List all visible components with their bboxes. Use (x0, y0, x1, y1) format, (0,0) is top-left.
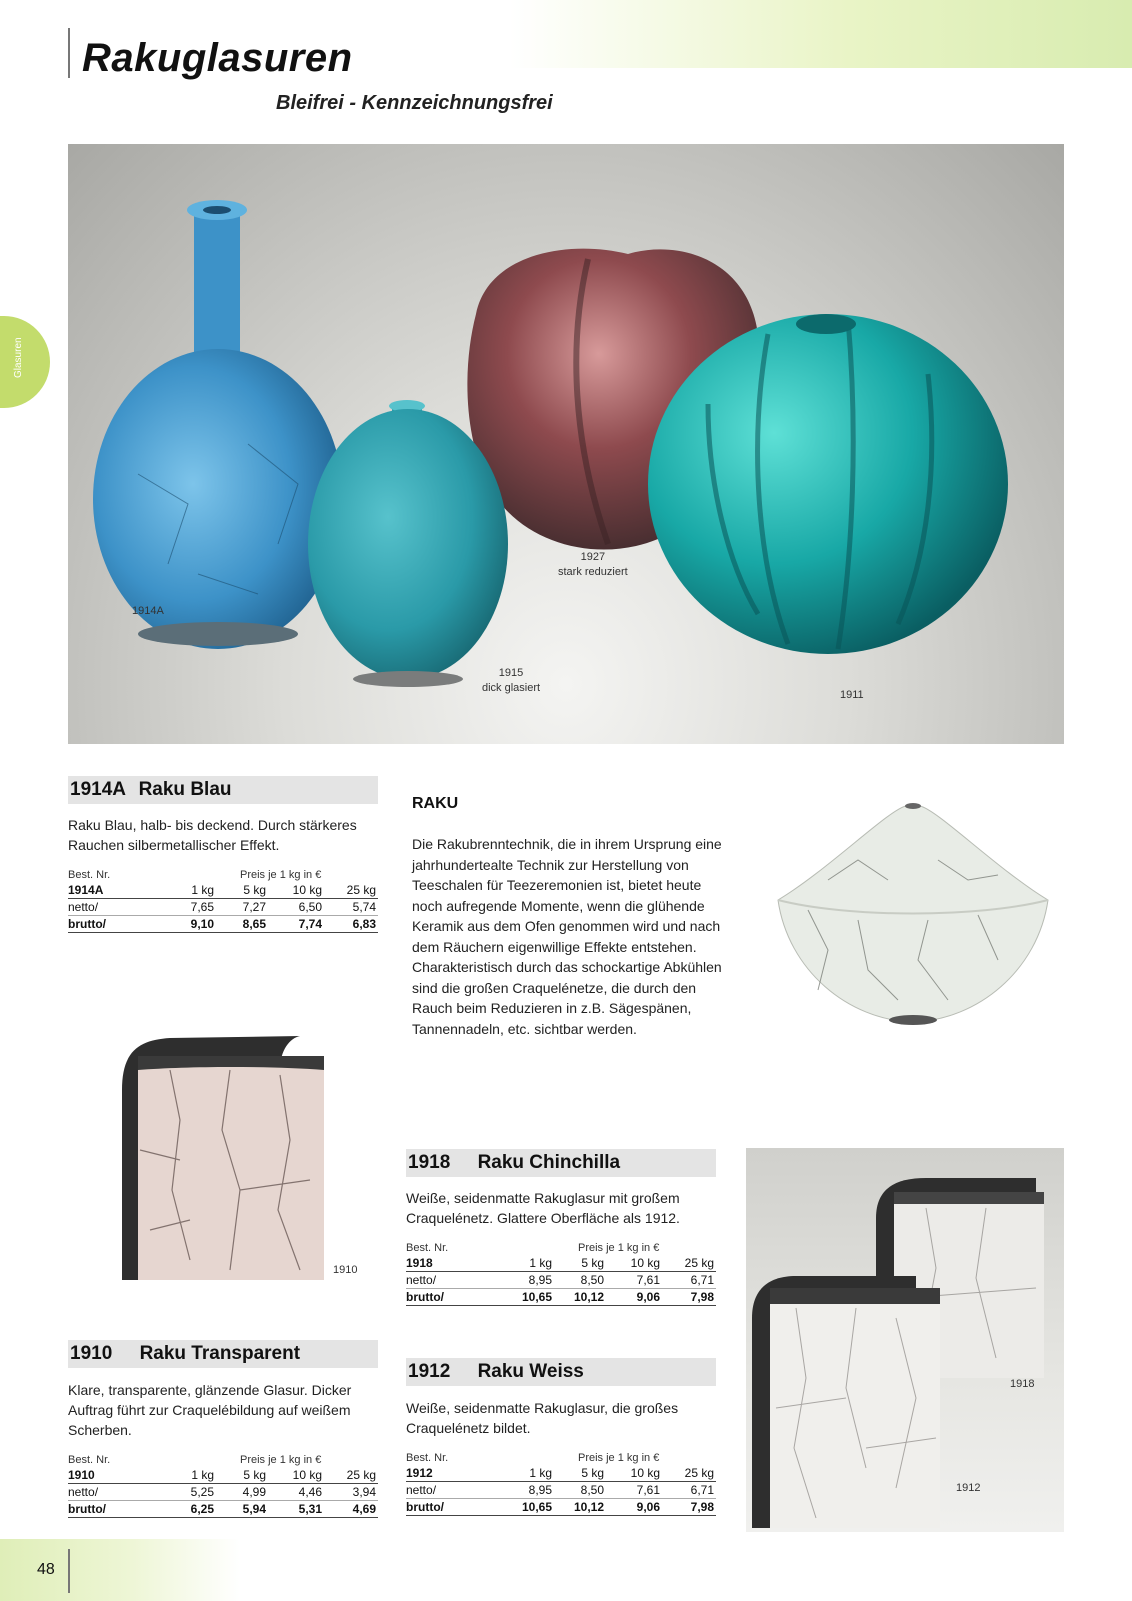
product-code: 1912 (408, 1361, 451, 1382)
crackle-bowl-photo (768, 800, 1058, 1040)
brutto-price: 4,69 (352, 1502, 376, 1516)
caption-1911: 1911 (840, 689, 864, 701)
best-nr-label: Best. Nr. (406, 1452, 449, 1464)
price-header: Preis je 1 kg in € (578, 1242, 660, 1254)
size-25kg: 25 kg (684, 1466, 714, 1480)
size-1kg: 1 kg (191, 883, 214, 897)
caption-1927-note: stark reduziert (558, 566, 628, 578)
tile-caption-1910: 1910 (333, 1264, 358, 1276)
price-table-1914a (68, 867, 378, 933)
size-5kg: 5 kg (581, 1466, 604, 1480)
product-name: Raku Chinchilla (477, 1152, 621, 1173)
order-number: 1910 (68, 1468, 95, 1482)
tile-1910-photo (110, 1030, 326, 1280)
caption-1915 (482, 666, 540, 696)
netto-price: 6,50 (298, 900, 322, 914)
netto-price: 6,71 (690, 1483, 714, 1497)
product-name: Raku Transparent (139, 1343, 301, 1364)
netto-price: 8,50 (580, 1483, 604, 1497)
brutto-label: brutto/ (68, 1502, 106, 1516)
tiles-1918-1912-photo (746, 1148, 1064, 1532)
product-description-1914a: Raku Blau, halb- bis deckend. Durch stärkeres Rauchen silbermetallischer Effekt. (68, 817, 357, 853)
size-1kg: 1 kg (529, 1466, 552, 1480)
size-25kg: 25 kg (346, 883, 376, 897)
page-number: 48 (37, 1561, 55, 1578)
netto-price: 7,61 (636, 1273, 660, 1287)
size-1kg: 1 kg (191, 1468, 214, 1482)
netto-price: 5,74 (352, 900, 376, 914)
caption-1927 (558, 550, 628, 580)
order-number: 1912 (406, 1466, 433, 1480)
netto-price: 7,65 (190, 900, 214, 914)
product-code: 1914A (70, 779, 126, 800)
size-5kg: 5 kg (243, 1468, 266, 1482)
size-10kg: 10 kg (630, 1256, 660, 1270)
brutto-label: brutto/ (406, 1290, 444, 1304)
netto-label: netto/ (68, 1485, 99, 1499)
size-5kg: 5 kg (243, 883, 266, 897)
product-name: Raku Weiss (477, 1361, 584, 1382)
caption-1915-note: dick glasiert (482, 682, 541, 694)
best-nr-label: Best. Nr. (68, 1454, 111, 1466)
brutto-price: 5,31 (298, 1502, 322, 1516)
size-10kg: 10 kg (292, 883, 322, 897)
size-10kg: 10 kg (292, 1468, 322, 1482)
netto-price: 7,61 (636, 1483, 660, 1497)
bottom-gradient-band (0, 1539, 240, 1601)
netto-price: 6,71 (690, 1273, 714, 1287)
product-header-1914a (68, 776, 378, 804)
product-description-1918: Weiße, seidenmatte Rakuglasur mit großem Craquelénetz. Glattere Oberfläche als 1912. (406, 1190, 680, 1226)
product-description-1910: Klare, transparente, glänzende Glasur. Dicker Auftrag führt zur Craquelébildung auf weißem Scherben. (68, 1382, 352, 1438)
product-code: 1918 (408, 1152, 451, 1173)
product-code: 1910 (70, 1343, 113, 1364)
brutto-price: 10,12 (573, 1290, 604, 1304)
brutto-price: 8,65 (242, 917, 266, 931)
size-5kg: 5 kg (581, 1256, 604, 1270)
product-header-1912 (406, 1358, 716, 1386)
netto-label: netto/ (68, 900, 99, 914)
brutto-price: 9,06 (636, 1290, 660, 1304)
size-25kg: 25 kg (684, 1256, 714, 1270)
order-number: 1918 (406, 1256, 433, 1270)
price-table-1910 (68, 1452, 378, 1518)
page-subtitle: Bleifrei - Kennzeichnungsfrei (276, 92, 553, 114)
brutto-price: 9,10 (190, 917, 214, 931)
vases-illustration (68, 144, 1064, 744)
netto-price: 8,95 (528, 1483, 552, 1497)
page-number-rule (68, 1549, 70, 1593)
best-nr-label: Best. Nr. (406, 1242, 449, 1254)
netto-price: 8,50 (580, 1273, 604, 1287)
brutto-price: 6,83 (352, 917, 376, 931)
vase-1914a (93, 200, 343, 649)
product-description-1912: Weiße, seidenmatte Rakuglasur, die großes Craquelénetz bildet. (406, 1400, 679, 1436)
section-side-tab[interactable] (0, 316, 50, 408)
netto-price: 5,25 (190, 1485, 214, 1499)
brutto-price: 7,74 (298, 917, 322, 931)
product-header-1910 (68, 1340, 378, 1368)
price-table-1918 (406, 1240, 716, 1306)
raku-text: Die Rakubrenntechnik, die in ihrem Ursprung eine jahrhundertealte Technik zur Herstellung von Teeschalen für Teezeremonien ist, bietet heute noch aufregende Momente, wenn die glühende Keramik aus dem Ofen genommen wird und nach dem Räuchern eigenwillige Effekte entstehen. Charakteristisch durch das schockartige Abkühlen sind die großen Craquelénetze, die durch den Rauch beim Reduzieren in z.B. Sägespänen, Tannennadeln, etc. sichtbar werden. (412, 836, 722, 1037)
caption-1915-code: 1915 (498, 667, 524, 679)
hero-photo (68, 144, 1064, 744)
tile-caption-1918: 1918 (1010, 1378, 1035, 1390)
page-title: Rakuglasuren (82, 36, 353, 80)
netto-price: 3,94 (352, 1485, 376, 1499)
best-nr-label: Best. Nr. (68, 869, 111, 881)
size-10kg: 10 kg (630, 1466, 660, 1480)
netto-price: 4,99 (242, 1485, 266, 1499)
netto-price: 4,46 (298, 1485, 322, 1499)
brutto-price: 9,06 (636, 1500, 660, 1514)
side-tab-label: Glasuren (13, 337, 24, 378)
brutto-price: 7,98 (690, 1500, 714, 1514)
caption-1927-code: 1927 (580, 551, 606, 563)
size-1kg: 1 kg (529, 1256, 552, 1270)
netto-label: netto/ (406, 1273, 437, 1287)
brutto-price: 6,25 (190, 1502, 214, 1516)
tile-caption-1912: 1912 (956, 1482, 981, 1494)
price-table-1912 (406, 1450, 716, 1516)
brutto-label: brutto/ (406, 1500, 444, 1514)
raku-heading: RAKU (412, 795, 459, 812)
product-name: Raku Blau (138, 779, 232, 800)
order-number: 1914A (68, 883, 104, 897)
brutto-price: 7,98 (690, 1290, 714, 1304)
brutto-price: 10,65 (521, 1290, 552, 1304)
netto-price: 7,27 (242, 900, 266, 914)
netto-price: 8,95 (528, 1273, 552, 1287)
price-header: Preis je 1 kg in € (240, 1454, 322, 1466)
brutto-label: brutto/ (68, 917, 106, 931)
price-header: Preis je 1 kg in € (240, 869, 322, 881)
brutto-price: 10,65 (521, 1500, 552, 1514)
caption-1914a: 1914A (132, 605, 164, 617)
netto-label: netto/ (406, 1483, 437, 1497)
brutto-price: 5,94 (242, 1502, 266, 1516)
size-25kg: 25 kg (346, 1468, 376, 1482)
vase-1911 (648, 314, 1008, 654)
price-header: Preis je 1 kg in € (578, 1452, 660, 1464)
title-rule (68, 28, 70, 78)
product-header-1918 (406, 1149, 716, 1177)
brutto-price: 10,12 (573, 1500, 604, 1514)
